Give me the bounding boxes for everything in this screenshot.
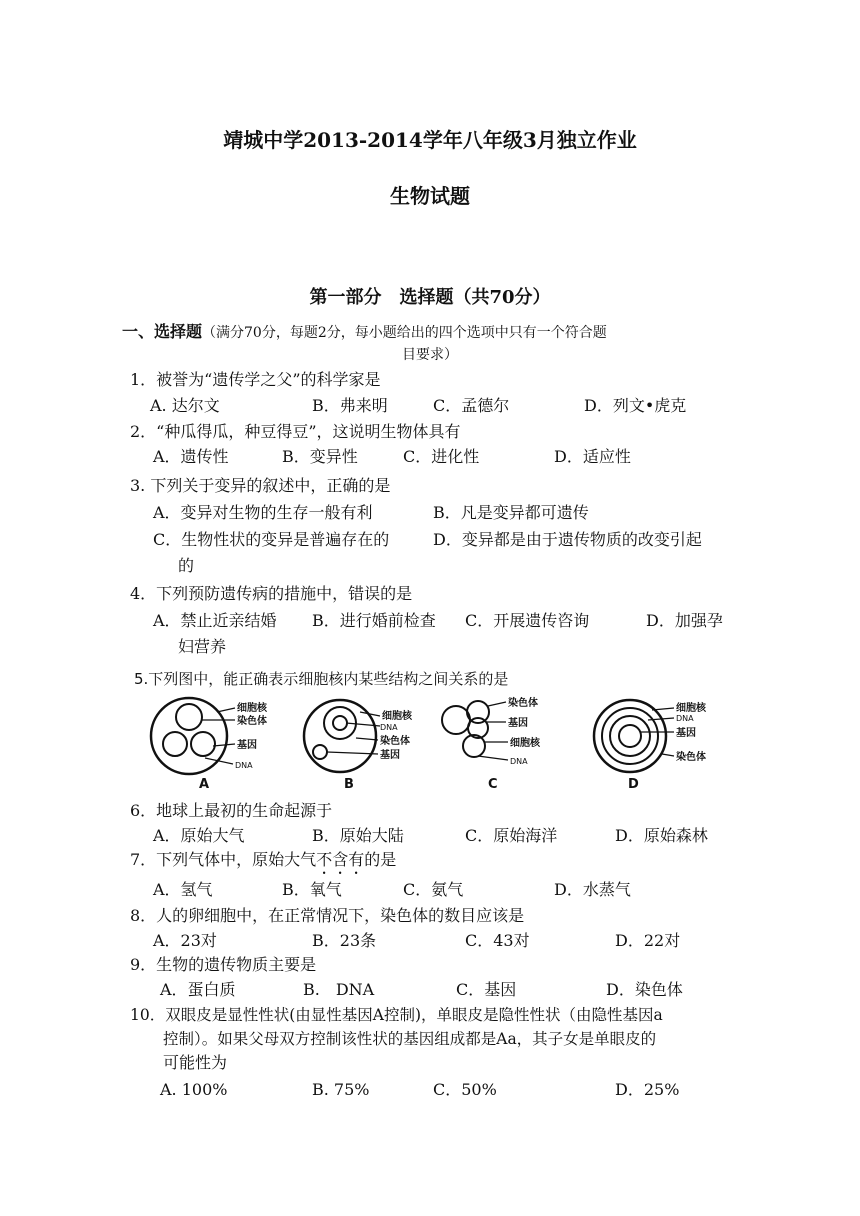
question-5-diagram-b xyxy=(300,698,440,794)
question-9-stem: 9．生物的遗传物质主要是 xyxy=(130,955,317,974)
diagram-b-label-1: 细胞核 xyxy=(382,711,412,722)
question-6-option-c: C．原始海洋 xyxy=(465,826,558,845)
question-3-option-a: A．变异对生物的生存一般有利 xyxy=(153,503,373,522)
question-7-emphasis: 不含有 xyxy=(316,850,365,869)
question-9-option-a: A．蛋白质 xyxy=(160,980,236,999)
page-subtitle: 生物试题 xyxy=(390,184,470,208)
question-10-option-a: A. 100% xyxy=(160,1080,228,1099)
question-8-option-d: D．22对 xyxy=(615,931,681,950)
question-7-option-c: C．氨气 xyxy=(403,880,464,899)
section-title: 第一部分 选择题（共70分） xyxy=(309,287,551,308)
diagram-a-label-1: 细胞核 xyxy=(237,703,267,714)
diagram-a-label-2: 染色体 xyxy=(237,716,267,727)
question-8-option-b: B．23条 xyxy=(312,931,377,950)
question-4-option-a: A．禁止近亲结婚 xyxy=(153,611,277,630)
question-10-stem-line2: 控制）。如果父母双方控制该性状的基因组成都是Aa，其子女是单眼皮的 xyxy=(163,1030,657,1048)
question-8-option-a: A．23对 xyxy=(153,931,217,950)
question-1-stem: 1．被誉为“遗传学之父”的科学家是 xyxy=(130,370,381,389)
diagram-b-label-3: 染色体 xyxy=(380,736,410,747)
question-10-option-d: D．25% xyxy=(615,1080,680,1099)
question-8-option-c: C．43对 xyxy=(465,931,530,950)
diagram-a-label-3: 基因 xyxy=(237,740,257,751)
question-4-option-d-wrap: 妇营养 xyxy=(178,637,227,656)
question-10-stem-line3: 可能性为 xyxy=(163,1053,228,1072)
question-4-option-b: B．进行婚前检查 xyxy=(312,611,436,630)
question-2-stem: 2．“种瓜得瓜，种豆得豆”，这说明生物体具有 xyxy=(130,422,461,441)
diagram-c-label-3: 细胞核 xyxy=(510,738,540,749)
diagram-b-caption: B xyxy=(344,777,354,792)
question-6-option-b: B．原始大陆 xyxy=(312,826,404,845)
diagram-a-caption: A xyxy=(199,777,210,792)
question-2-option-d: D．适应性 xyxy=(554,447,631,466)
question-5-diagram-d xyxy=(580,698,730,794)
question-3-option-c: C．生物性状的变异是普遍存在的 xyxy=(153,530,390,549)
question-3-stem: 3. 下列关于变异的叙述中，正确的是 xyxy=(130,476,391,495)
question-3-option-b: B．凡是变异都可遗传 xyxy=(433,503,589,522)
question-5-stem: 5.下列图中，能正确表示细胞核内某些结构之间关系的是 xyxy=(134,670,509,688)
question-3-option-c-wrap: 的 xyxy=(178,556,195,575)
diagram-d-label-2: DNA xyxy=(676,714,694,723)
question-10-stem: 10．双眼皮是显性性状(由显性基因A控制)，单眼皮是隐性性状（由隐性基因a xyxy=(130,1006,663,1024)
question-1-option-a: A. 达尔文 xyxy=(150,396,220,415)
question-1-option-d: D．列文•虎克 xyxy=(584,396,687,415)
question-1-option-c: C．孟德尔 xyxy=(433,396,510,415)
diagram-b-label-4: 基因 xyxy=(380,750,400,761)
question-3-option-d: D．变异都是由于遗传物质的改变引起 xyxy=(433,530,702,549)
question-1-option-b: B．弗来明 xyxy=(312,396,388,415)
diagram-c-label-2: 基因 xyxy=(508,718,528,729)
diagram-d-label-1: 细胞核 xyxy=(676,703,706,714)
diagram-b-label-2: DNA xyxy=(380,723,398,732)
diagram-d-label-3: 基因 xyxy=(676,728,696,739)
question-2-option-c: C．进化性 xyxy=(403,447,480,466)
question-7-option-a: A．氢气 xyxy=(153,880,213,899)
diagram-c-caption: C xyxy=(488,777,498,792)
section-instruction: 一、选择题（满分70分，每题2分，每小题给出的四个选项中只有一个符合题 xyxy=(122,322,607,341)
question-4-option-d: D．加强孕 xyxy=(646,611,723,630)
question-7-option-d: D．水蒸气 xyxy=(554,880,631,899)
diagram-d-caption: D xyxy=(628,777,639,792)
question-9-option-c: C．基因 xyxy=(456,980,517,999)
diagram-c-label-4: DNA xyxy=(510,757,528,766)
question-6-option-a: A．原始大气 xyxy=(153,826,245,845)
diagram-c-label-1: 染色体 xyxy=(508,698,538,709)
section-instruction-line2: 目要求） xyxy=(402,347,458,363)
question-6-stem: 6．地球上最初的生命起源于 xyxy=(130,801,333,820)
diagram-a-label-4: DNA xyxy=(235,761,253,770)
page-title: 靖城中学2013-2014学年八年级3月独立作业 xyxy=(223,128,637,152)
diagram-d-label-4: 染色体 xyxy=(676,752,706,763)
question-4-option-c: C．开展遗传咨询 xyxy=(465,611,590,630)
question-2-option-a: A．遗传性 xyxy=(153,447,229,466)
question-7-option-b: B．氧气 xyxy=(282,880,342,899)
question-6-option-d: D．原始森林 xyxy=(615,826,708,845)
question-5-diagram-c xyxy=(438,698,578,794)
question-8-stem: 8．人的卵细胞中，在正常情况下，染色体的数目应该是 xyxy=(130,906,525,925)
question-4-stem: 4．下列预防遗传病的措施中，错误的是 xyxy=(130,584,413,603)
question-9-option-d: D．染色体 xyxy=(606,980,683,999)
question-5-diagram-a xyxy=(145,698,295,794)
question-10-option-b: B. 75% xyxy=(312,1080,370,1099)
question-9-option-b: B. DNA xyxy=(303,980,375,999)
question-2-option-b: B．变异性 xyxy=(282,447,358,466)
question-7-stem: 7．下列气体中，原始大气不含有的是 xyxy=(130,850,397,869)
question-10-option-c: C．50% xyxy=(433,1080,497,1099)
